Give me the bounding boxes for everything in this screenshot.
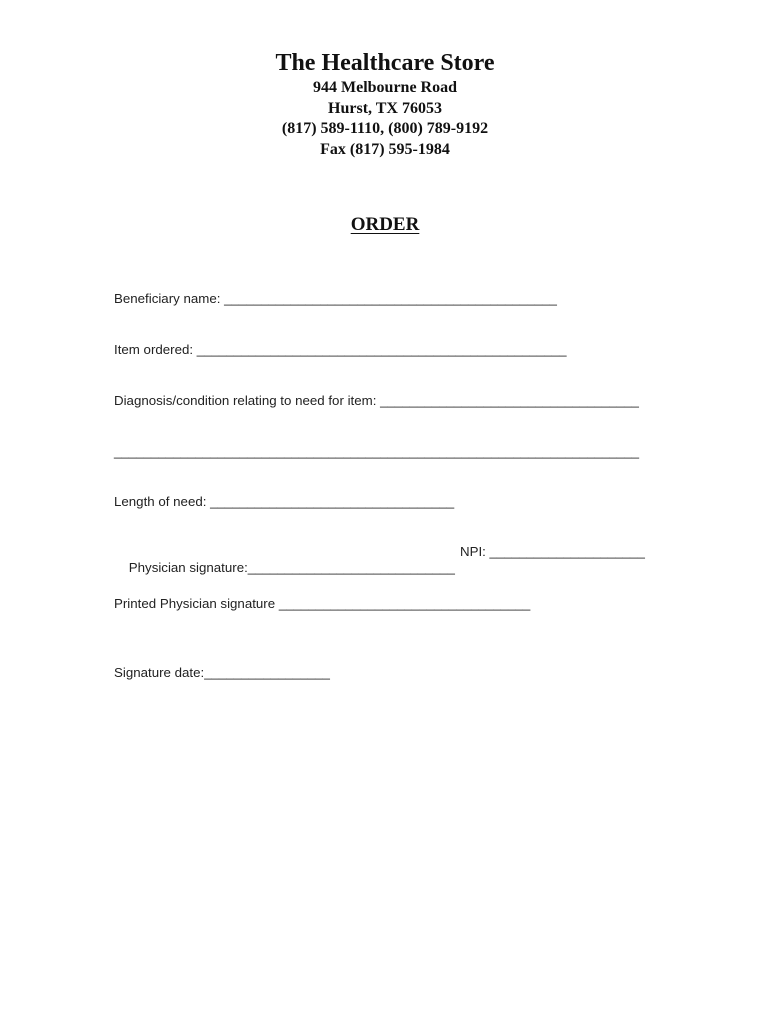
npi-field[interactable]: NPI: _____________________ [460, 544, 645, 559]
item-ordered-field[interactable]: Item ordered: __________________________________________________ [114, 342, 567, 357]
order-title [0, 213, 770, 237]
address-street: 944 Melbourne Road [313, 79, 457, 96]
phone-numbers: (817) 589-1110, (800) 789-9192 [281, 120, 489, 137]
address-city-state-zip: Hurst, TX 76053 [328, 99, 442, 117]
diagnosis-continued-field[interactable]: _______________________________________________________________________ [114, 444, 640, 459]
fax-number: Fax (817) 595-1984 [320, 140, 450, 158]
printed-physician-signature-field[interactable]: Printed Physician signature __________________________________ [114, 596, 531, 611]
physician-signature-field[interactable]: Physician signature:____________________________ [128, 560, 455, 575]
letterhead [0, 48, 770, 160]
signature-date-field[interactable]: Signature date:_________________ [114, 665, 330, 680]
diagnosis-field[interactable]: Diagnosis/condition relating to need for item: ___________________________________ [114, 393, 639, 408]
store-name: The Healthcare Store [275, 50, 495, 76]
beneficiary-name-field[interactable]: Beneficiary name: _____________________________________________ [114, 291, 557, 306]
order-title-text: ORDER [350, 214, 420, 235]
length-of-need-field[interactable]: Length of need: _________________________________ [114, 494, 455, 509]
